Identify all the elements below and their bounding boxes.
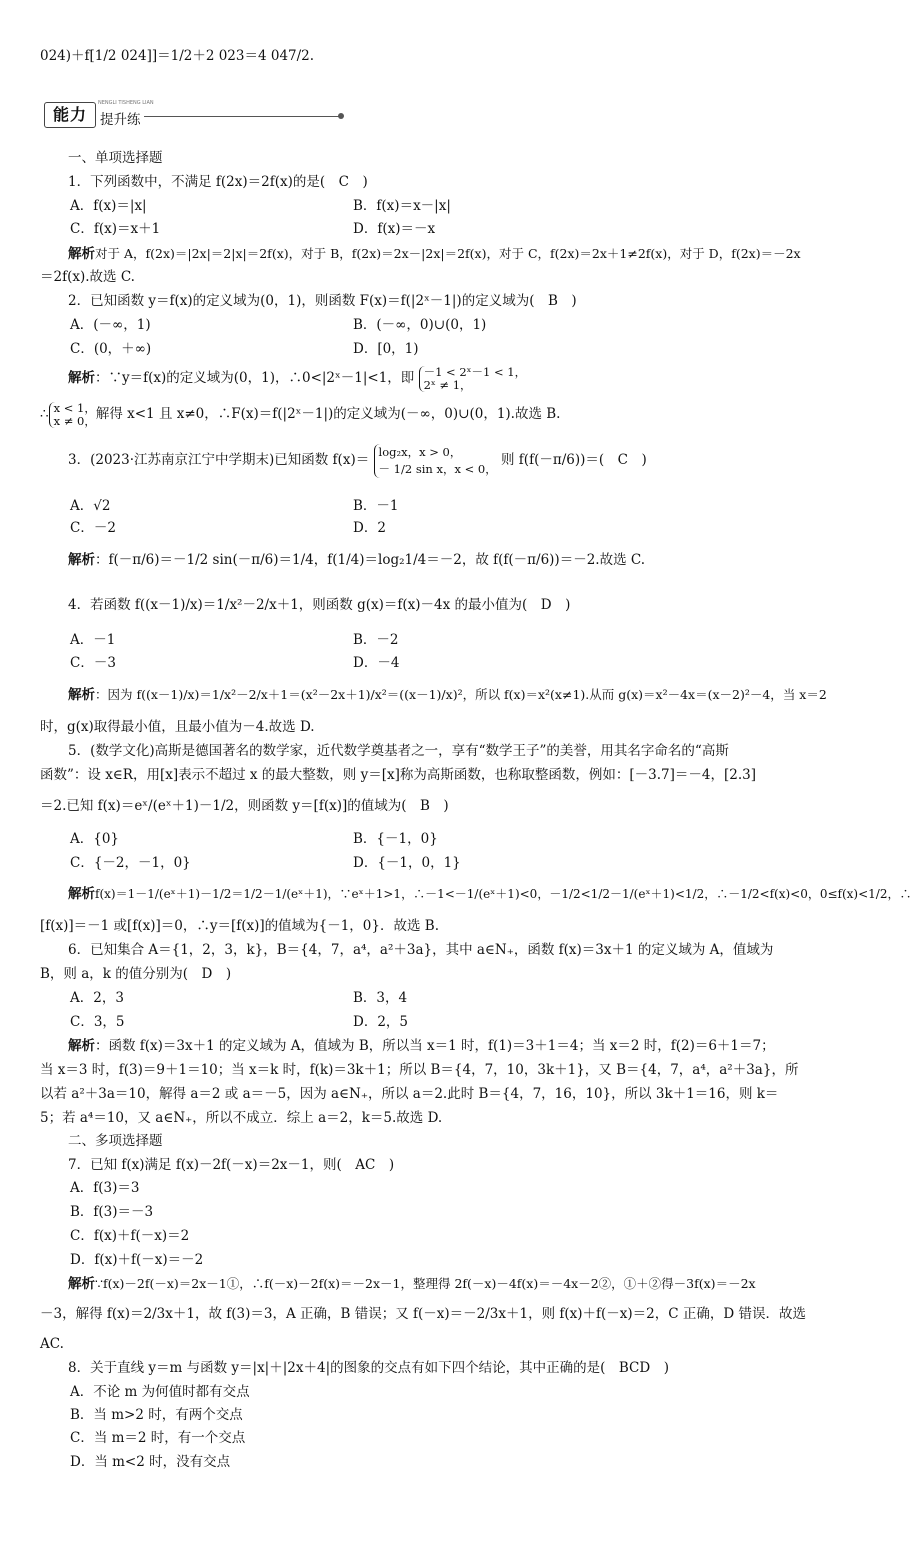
q8-stem: 8．关于直线 y＝m 与函数 y＝|x|＋|2x＋4|的图象的交点有如下四个结论，其中正确的是( BCD ) xyxy=(68,1360,669,1376)
q7-explanation-tag: 解析 xyxy=(68,1276,95,1292)
q6-option-b: B．3，4 xyxy=(353,990,408,1006)
q2-case-2b: x ≠ 0， xyxy=(53,413,96,428)
q2-therefore: ∴ xyxy=(40,406,49,422)
q1-option-a: A．f(x)＝|x| xyxy=(70,198,147,214)
q8-option-a: A．不论 m 为何值时都有交点 xyxy=(70,1384,250,1400)
q6-option-c: C．3，5 xyxy=(70,1014,125,1030)
q3-explanation xyxy=(68,550,764,570)
q1-explanation-text: 对于 A，f(2x)＝|2x|＝2|x|＝2f(x)，对于 B，f(2x)＝2x－|2x|＝2f(x)，对于 C，f(2x)＝2x＋1≠2f(x)，对于 D，f(2x)＝－2x xyxy=(95,246,801,261)
q7-option-a: A．f(3)＝3 xyxy=(70,1180,140,1196)
q6-stem-1: 6．已知集合 A＝{1，2，3，k}，B＝{4，7，a⁴，a²＋3a}，其中 a∈N₊，函数 f(x)＝3x＋1 的定义域为 A，值域为 xyxy=(68,942,774,958)
q1-explanation-tag: 解析 xyxy=(68,246,95,262)
q7-stem: 7．已知 f(x)满足 f(x)－2f(－x)＝2x－1，则( AC ) xyxy=(68,1157,395,1173)
q8-option-c: C．当 m＝2 时，有一个交点 xyxy=(70,1430,246,1446)
q2-explanation-text-b: 解得 x<1 且 x≠0，∴F(x)＝f(|2ˣ－1|)的定义域为(－∞，0)∪(0，1).故选 B. xyxy=(95,406,561,422)
q5-option-b: B．{－1，0} xyxy=(353,831,438,847)
q1-stem: 1．下列函数中，不满足 f(2x)＝2f(x)的是( C ) xyxy=(68,174,368,190)
banner-pinyin: NENGLI TISHENG LIAN xyxy=(98,100,154,106)
q8-option-d: D．当 m<2 时，没有交点 xyxy=(70,1454,231,1470)
q5-options-row1 xyxy=(70,829,764,849)
prev-answer-tail xyxy=(40,46,764,66)
banner-rule xyxy=(144,116,340,117)
q6-explanation-4: 5；若 a⁴＝10，又 a∈N₊，所以不成立．综上 a＝2，k＝5.故选 D. xyxy=(40,1110,443,1126)
q2-explanation-1 xyxy=(68,364,764,392)
q1-option-c: C．f(x)＝x＋1 xyxy=(70,221,161,237)
q5-option-d: D．{－1，0，1} xyxy=(353,855,461,871)
q5-option-c: C．{－2，－1，0} xyxy=(70,855,191,871)
q6-options-row2 xyxy=(70,1012,764,1032)
q8-option-b: B．当 m>2 时，有两个交点 xyxy=(70,1407,243,1423)
q4-explanation-2: 时，g(x)取得最小值，且最小值为－4.故选 D. xyxy=(40,719,315,735)
q3-stem xyxy=(68,440,764,480)
q1-explanation-2: ＝2f(x).故选 C. xyxy=(40,269,135,285)
q1-options-row2 xyxy=(70,219,764,239)
q4-stem: 4．若函数 f((x－1)/x)＝1/x²－2/x＋1，则函数 g(x)＝f(x)－4x 的最小值为( D ) xyxy=(68,597,571,613)
q7-explanation-2: －3，解得 f(x)＝2/3x＋1，故 f(3)＝3，A 正确，B 错误；又 f(－x)＝－2/3x＋1，则 f(x)＋f(－x)＝2，C 正确，D 错误．故选 xyxy=(40,1306,806,1322)
q6-stem-2: B，则 a，k 的值分别为( D ) xyxy=(40,966,232,982)
q6-explanation-tag: 解析 xyxy=(68,1038,95,1054)
q1-explanation-1 xyxy=(68,244,801,264)
q5-explanation-text: f(x)＝1－1/(eˣ＋1)－1/2＝1/2－1/(eˣ＋1)，∵eˣ＋1>1，∴－1<－1/(eˣ＋1)<0，－1/2<1/2－1/(eˣ＋1)<1/2，∴－1/2<f(x)<0，0≤f(x)<1/2，∴ xyxy=(95,887,911,901)
q7-option-c: C．f(x)＋f(－x)＝2 xyxy=(70,1228,190,1244)
q5-options-row2 xyxy=(70,853,764,873)
q5-explanation-1 xyxy=(68,884,911,904)
q3-stem-pre: 3．(2023·江苏南京江宁中学期末)已知函数 f(x)＝ xyxy=(68,452,370,468)
banner-box: 能力 xyxy=(44,102,96,128)
q6-explanation-1 xyxy=(68,1036,775,1056)
q4-option-d: D．－4 xyxy=(353,655,400,671)
q2-options-row1 xyxy=(70,315,764,335)
q6-explanation-3: 以若 a²＋3a＝10，解得 a＝2 或 a＝－5，因为 a∈N₊，所以 a＝2.此时 B＝{4，7，16，10}，所以 3k＋1＝16，则 k＝ xyxy=(40,1086,779,1102)
q4-option-b: B．－2 xyxy=(353,632,399,648)
q3-explanation-text: ：f(－π/6)＝－1/2 sin(－π/6)＝1/4，f(1/4)＝log₂1/4＝－2，故 f(f(－π/6))＝－2.故选 C. xyxy=(95,552,646,568)
q2-case-system-2 xyxy=(49,402,96,428)
q4-options-row2 xyxy=(70,653,764,673)
q2-stem: 2．已知函数 y＝f(x)的定义域为(0，1)，则函数 F(x)＝f(|2ˣ－1|)的定义域为( B ) xyxy=(68,293,577,309)
q6-option-d: D．2，5 xyxy=(353,1014,409,1030)
q5-stem-2: 函数”：设 x∈R，用[x]表示不超过 x 的最大整数，则 y＝[x]称为高斯函数，也称取整函数，例如：[－3.7]＝－4，[2.3] xyxy=(40,767,756,783)
q2-explanation-2 xyxy=(40,400,764,428)
q3-option-b: B．－1 xyxy=(353,498,399,514)
banner-dot xyxy=(338,113,344,119)
q2-option-c: C．(0，＋∞) xyxy=(70,341,152,357)
q4-explanation-1 xyxy=(68,685,827,705)
q2-explanation-tag: 解析 xyxy=(68,370,95,386)
q6-explanation-text: ：函数 f(x)＝3x＋1 的定义域为 A，值域为 B，所以当 x＝1 时，f(1)＝3＋1＝4；当 x＝2 时，f(2)＝6＋1＝7； xyxy=(95,1038,775,1054)
q5-stem-3: ＝2.已知 f(x)＝eˣ/(eˣ＋1)－1/2，则函数 y＝[f(x)]的值域为( B ) xyxy=(40,798,449,814)
q2-case-2a: x < 1， xyxy=(53,400,96,415)
q3-options-row1 xyxy=(70,496,764,516)
q3-stem-post: 则 f(f(－π/6))＝( C ) xyxy=(501,452,647,468)
q3-option-a: A．√2 xyxy=(70,498,111,514)
q3-case-2: － 1/2 sin x，x < 0， xyxy=(378,461,497,476)
q3-explanation-tag: 解析 xyxy=(68,552,95,568)
section-heading-single: 一、单项选择题 xyxy=(68,150,163,166)
q6-explanation-2: 当 x＝3 时，f(3)＝9＋1＝10；当 x＝k 时，f(k)＝3k＋1；所以 B＝{4，7，10，3k＋1}，又 B＝{4，7，a⁴，a²＋3a}，所 xyxy=(40,1062,799,1078)
q5-option-a: A．{0} xyxy=(70,831,120,847)
q7-option-b: B．f(3)＝－3 xyxy=(70,1204,154,1220)
q2-explanation-text-a: ：∵y＝f(x)的定义域为(0，1)，∴0<|2ˣ－1|<1，即 xyxy=(95,370,415,386)
q3-option-d: D．2 xyxy=(353,520,386,536)
q3-case-1: log₂x，x > 0， xyxy=(378,444,462,459)
q7-explanation-3: AC. xyxy=(40,1336,64,1352)
q2-option-a: A．(－∞，1) xyxy=(70,317,151,333)
q2-case-1b: 2ˣ ≠ 1， xyxy=(423,377,472,392)
q6-option-a: A．2，3 xyxy=(70,990,124,1006)
banner-label: 提升练 xyxy=(100,112,141,128)
q3-options-row2 xyxy=(70,518,764,538)
q2-options-row2 xyxy=(70,339,764,359)
q4-explanation-text: ：因为 f((x－1)/x)＝1/x²－2/x＋1＝(x²－2x＋1)/x²＝((x－1)/x)²，所以 f(x)＝x²(x≠1).从而 g(x)＝x²－4x＝(x－2)²－4，当 x＝2 xyxy=(95,687,827,702)
section-banner xyxy=(44,100,304,130)
q6-options-row1 xyxy=(70,988,764,1008)
q5-explanation-tag: 解析 xyxy=(68,886,95,902)
q4-options-row1 xyxy=(70,630,764,650)
q1-options-row1 xyxy=(70,196,764,216)
q7-explanation-1 xyxy=(68,1274,764,1294)
q2-case-1a: －1 < 2ˣ－1 < 1， xyxy=(423,364,527,379)
q1-option-d: D．f(x)＝－x xyxy=(353,221,436,237)
q5-stem-1: 5．(数学文化)高斯是德国著名的数学家，近代数学奠基者之一，享有“数学王子”的美誉，用其名字命名的“高斯 xyxy=(68,743,729,759)
q2-case-system-1 xyxy=(419,366,527,392)
section-heading-multi: 二、多项选择题 xyxy=(68,1133,163,1149)
q5-explanation-2: [f(x)]＝－1 或[f(x)]＝0，∴y＝[f(x)]的值域为{－1，0}．故选 B. xyxy=(40,918,439,934)
q4-option-c: C．－3 xyxy=(70,655,116,671)
q1-option-b: B．f(x)＝x－|x| xyxy=(353,198,451,214)
prev-answer-text: 024)＋f[1/2 024]]＝1/2＋2 023＝4 047/2. xyxy=(40,48,315,64)
q7-explanation-text: ∵f(x)－2f(－x)＝2x－1①，∴f(－x)－2f(x)＝－2x－1，整理得 2f(－x)－4f(x)＝－4x－2②，①＋②得－3f(x)＝－2x xyxy=(95,1276,756,1291)
q4-explanation-tag: 解析 xyxy=(68,687,95,703)
q4-option-a: A．－1 xyxy=(70,632,116,648)
q2-option-d: D．[0，1) xyxy=(353,341,419,357)
q3-piecewise xyxy=(374,444,497,478)
q3-option-c: C．－2 xyxy=(70,520,116,536)
q7-option-d: D．f(x)＋f(－x)＝－2 xyxy=(70,1252,204,1268)
q2-option-b: B．(－∞，0)∪(0，1) xyxy=(353,317,487,333)
